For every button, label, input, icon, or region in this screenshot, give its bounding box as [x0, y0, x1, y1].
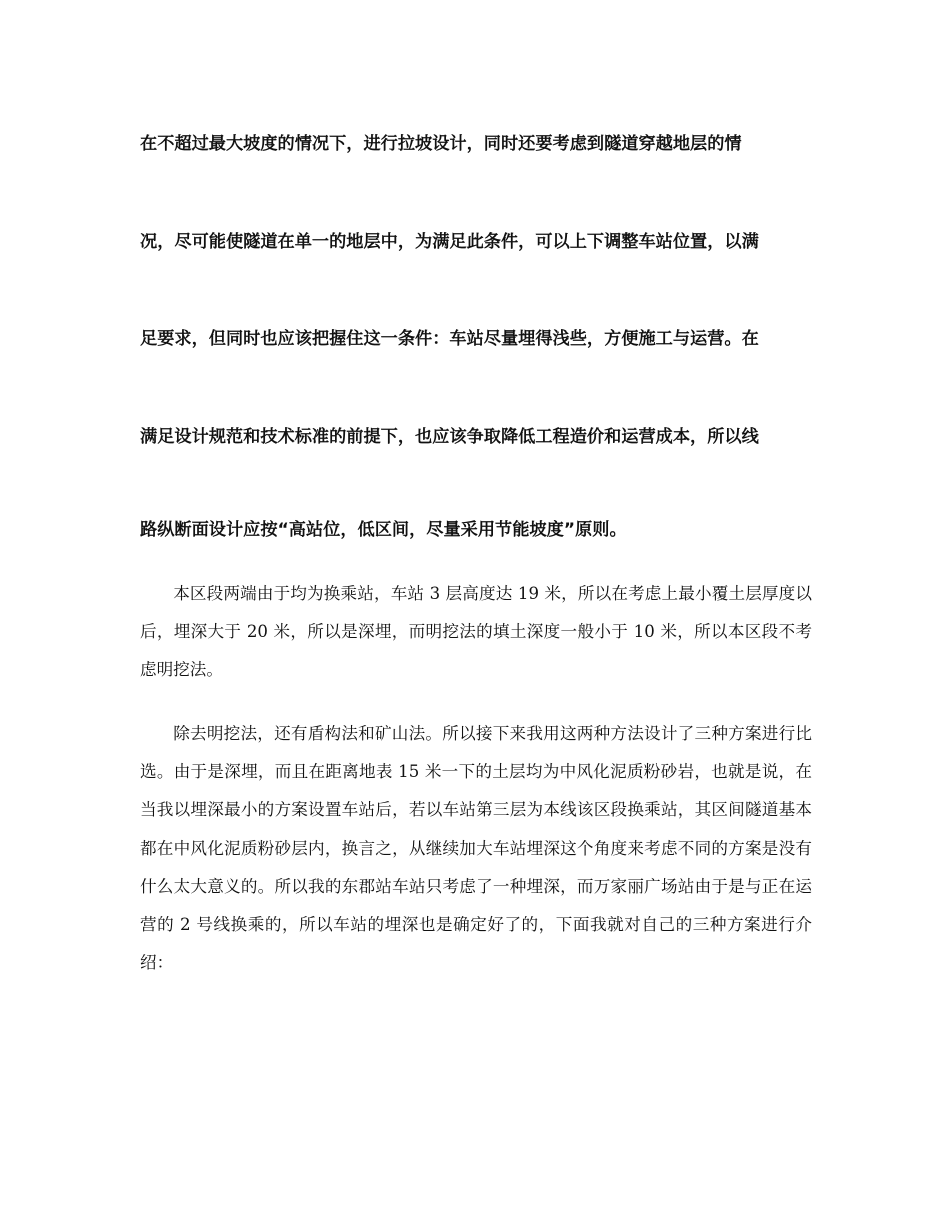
text-line-5: 路纵断面设计应按“高站位，低区间，尽量采用节能坡度”原则。 — [140, 520, 627, 540]
paragraph-1: 本区段两端由于均为换乘站，车站 3 层高度达 19 米，所以在考虑上最小覆土层厚度以后，埋深大于 20 米，所以是深埋，而明挖法的填土深度一般小于 10 米，所以本区段不考虑明挖法。 — [140, 584, 812, 680]
text-line-2: 况，尽可能使隧道在单一的地层中，为满足此条件，可以上下调整车站位置，以满 — [140, 232, 759, 252]
text-line-3: 足要求，但同时也应该把握住这一条件：车站尽量埋得浅些，方便施工与运营。在 — [140, 329, 759, 349]
text-line-4: 满足设计规范和技术标准的前提下，也应该争取降低工程造价和运营成本，所以线 — [140, 427, 759, 447]
text-line-1: 在不超过最大坡度的情况下，进行拉坡设计，同时还要考虑到隧道穿越地层的情 — [140, 134, 742, 154]
paragraph-2: 除去明挖法，还有盾构法和矿山法。所以接下来我用这两种方法设计了三种方案进行比选。由于是深埋，而且在距离地表 15 米一下的土层均为中风化泥质粉砂岩，也就是说，在当我以埋深最小的方案设置车站后，若以车站第三层为本线该区段换乘站，其区间隧道基本都在中风化泥质粉砂层内，换言之，从继续加大车站埋深这个角度来考虑不同的方案是没有什么太大意义的。所以我的东郡站车站只考虑了一种埋深，而万家丽广场站由于是与正在运营的 2 号线换乘的，所以车站的埋深也是确定好了的，下面我就对自己的三种方案进行介绍： — [140, 724, 812, 973]
